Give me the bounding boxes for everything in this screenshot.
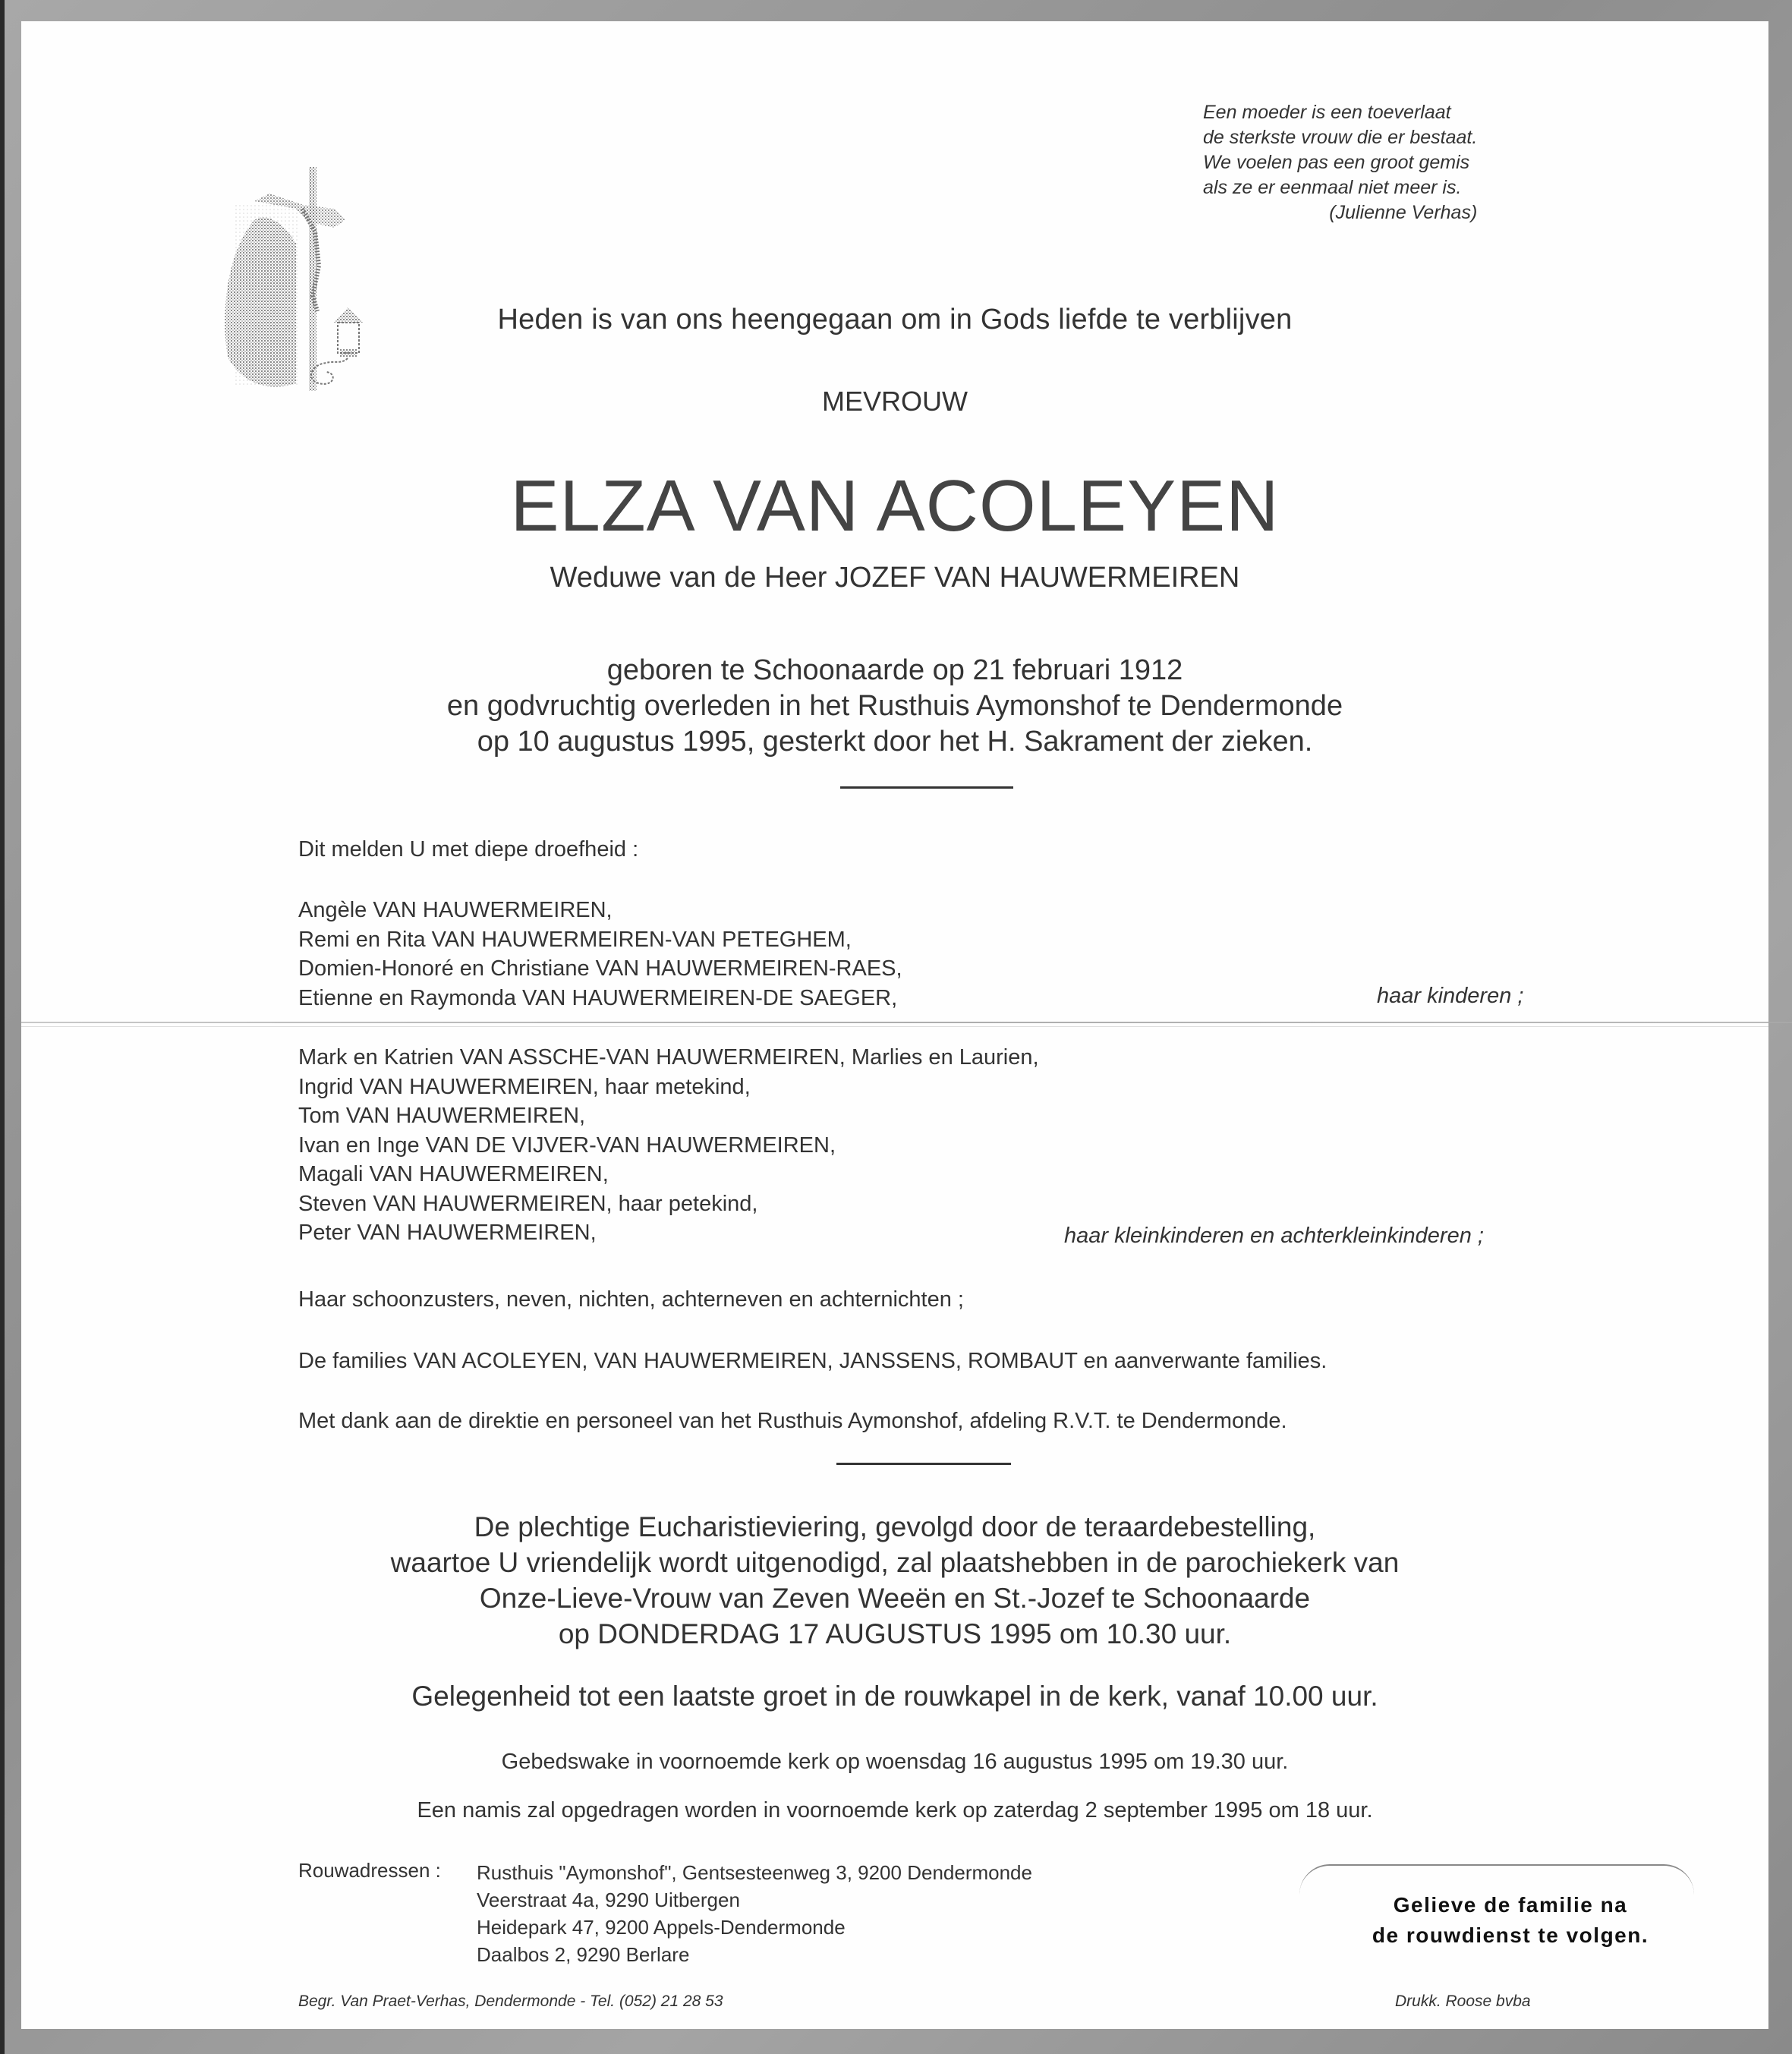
bio-line: geboren te Schoonaarde op 21 februari 1912 <box>606 654 1183 686</box>
poem-line: als ze er eenmaal niet meer is. <box>1203 177 1462 198</box>
children-list <box>298 896 902 1013</box>
in-laws: Haar schoonzusters, neven, nichten, achterneven en achternichten ; <box>298 1287 964 1312</box>
vigil: Gebedswake in voornoemde kerk op woensdag 16 augustus 1995 om 19.30 uur. <box>501 1750 1289 1774</box>
announcement-heading: Heden is van ons heengegaan om in Gods liefde te verblijven <box>497 304 1293 336</box>
widow-of: Weduwe van de Heer JOZEF VAN HAUWERMEIREN <box>550 562 1240 594</box>
bio-line: op 10 augustus 1995, gesterkt door het H. Sakrament der zieken. <box>477 726 1313 758</box>
poem <box>1203 100 1477 225</box>
poem-line: de sterkste vrouw die er bestaat. <box>1203 127 1478 148</box>
list-item: Magali VAN HAUWERMEIREN, <box>298 1162 609 1186</box>
memorial-mass: Een namis zal opgedragen worden in voornoemde kerk op zaterdag 2 september 1995 om 18 uur. <box>417 1798 1373 1822</box>
address-line: Veerstraat 4a, 9290 Uitbergen <box>477 1889 740 1911</box>
crucifix-with-lantern-icon <box>213 137 380 395</box>
deceased-name: ELZA VAN ACOLEYEN <box>510 465 1280 547</box>
scan-edge <box>0 0 5 2054</box>
list-item: Tom VAN HAUWERMEIREN, <box>298 1104 586 1128</box>
fold-shadow <box>21 1026 1768 1027</box>
list-item: Ingrid VAN HAUWERMEIREN, haar metekind, <box>298 1074 751 1099</box>
service-line: Onze-Lieve-Vrouw van Zeven Weeën en St.-Jozef te Schoonaarde <box>479 1583 1311 1614</box>
address-line: Daalbos 2, 9290 Berlare <box>477 1943 690 1966</box>
bio-line: en godvruchtig overleden in het Rusthuis Aymonshof te Dendermonde <box>446 690 1343 722</box>
poem-line: Een moeder is een toeverlaat <box>1203 102 1451 123</box>
honorific: MEVROUW <box>822 386 968 417</box>
addresses-list <box>477 1859 1032 1968</box>
grandchildren-label: haar kleinkinderen en achterkleinkinderen ; <box>1064 1224 1484 1248</box>
list-item: Domien-Honoré en Christiane VAN HAUWERMEIREN-RAES, <box>298 956 902 981</box>
list-item: Remi en Rita VAN HAUWERMEIREN-VAN PETEGHEM, <box>298 927 852 952</box>
addresses-label: Rouwadressen : <box>298 1859 441 1882</box>
list-item: Angèle VAN HAUWERMEIREN, <box>298 898 613 922</box>
list-item: Peter VAN HAUWERMEIREN, <box>298 1221 597 1245</box>
service-details <box>21 1509 1768 1652</box>
service-line: De plechtige Eucharistieviering, gevolgd door de teraardebestelling, <box>474 1511 1316 1542</box>
undertaker-credit: Begr. Van Praet-Verhas, Dendermonde - Tel. (052) 21 28 53 <box>298 1993 723 2010</box>
grandchildren-list <box>298 1043 1039 1248</box>
service-line: op DONDERDAG 17 AUGUSTUS 1995 om 10.30 uur. <box>558 1618 1232 1649</box>
families: De families VAN ACOLEYEN, VAN HAUWERMEIREN, JANSSENS, ROMBAUT en aanverwante families. <box>298 1349 1327 1373</box>
mourners-intro: Dit melden U met diepe droefheid : <box>298 837 639 862</box>
biography <box>21 653 1768 760</box>
separator <box>836 1463 1011 1465</box>
list-item: Etienne en Raymonda VAN HAUWERMEIREN-DE SAEGER, <box>298 985 898 1010</box>
service-line: waartoe U vriendelijk wordt uitgenodigd, zal plaatshebben in de parochiekerk van <box>390 1547 1400 1578</box>
thanks: Met dank aan de direktie en personeel van het Rusthuis Aymonshof, afdeling R.V.T. te Dendermonde. <box>298 1409 1287 1433</box>
address-line: Rusthuis "Aymonshof", Gentsesteenweg 3, 9200 Dendermonde <box>477 1861 1032 1884</box>
poem-line: We voelen pas een groot gemis <box>1203 152 1470 173</box>
printer-credit: Drukk. Roose bvba <box>1395 1993 1531 2010</box>
notice-line: de rouwdienst te volgen. <box>1372 1923 1649 1947</box>
notice-line: Gelieve de familie na <box>1393 1893 1628 1917</box>
poem-author: (Julienne Verhas) <box>1329 202 1478 223</box>
address-line: Heidepark 47, 9200 Appels-Dendermonde <box>477 1916 846 1939</box>
separator <box>840 786 1013 789</box>
last-greeting: Gelegenheid tot een laatste groet in de rouwkapel in de kerk, vanaf 10.00 uur. <box>411 1681 1378 1712</box>
follow-family-notice <box>1351 1890 1670 1951</box>
list-item: Ivan en Inge VAN DE VIJVER-VAN HAUWERMEIREN, <box>298 1133 836 1158</box>
children-label: haar kinderen ; <box>1377 984 1524 1008</box>
list-item: Mark en Katrien VAN ASSCHE-VAN HAUWERMEIREN, Marlies en Laurien, <box>298 1045 1039 1070</box>
fold-line <box>21 1022 1792 1023</box>
list-item: Steven VAN HAUWERMEIREN, haar petekind, <box>298 1191 758 1216</box>
